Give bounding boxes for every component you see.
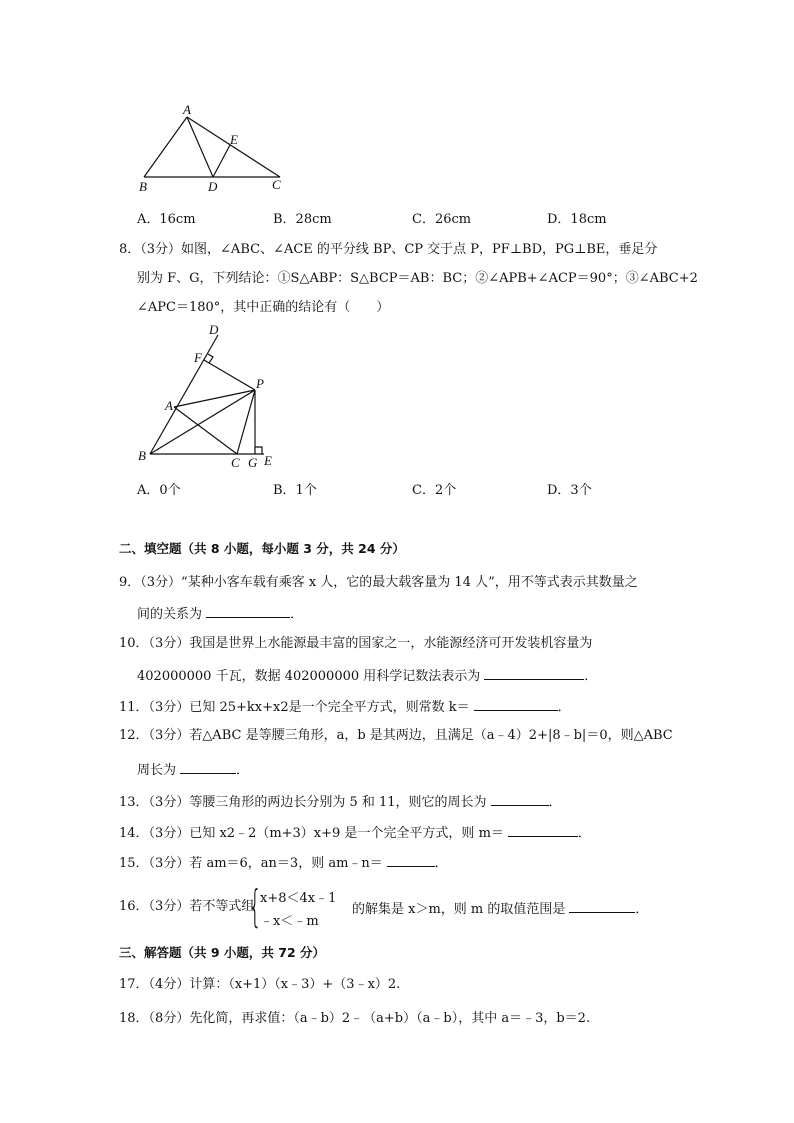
- q14-answer-blank[interactable]: [508, 823, 578, 837]
- q16-row1: x+8＜4x﹣1: [260, 891, 337, 906]
- q12-line2: 周长为: [137, 763, 177, 778]
- q7-option-b: B．28cm: [273, 212, 332, 227]
- q13-answer-blank[interactable]: [491, 792, 549, 806]
- q13-row: 13．（3分）等腰三角形的两边长分别为 5 和 11，则它的周长为 ．: [119, 792, 562, 811]
- segment-ab: [144, 117, 187, 177]
- q16-inequality-system: [248, 881, 358, 932]
- section2-title: 二、填空题（共 8 小题，每小题 3 分，共 24 分）: [119, 541, 405, 556]
- right-angle-g: [255, 447, 262, 454]
- q8-line1: 8．（3分）如图，∠ABC、∠ACE 的平分线 BP、CP 交于点 P，PF⊥BD，PG⊥BE，垂足分: [119, 242, 658, 257]
- q14-row: 14．（3分）已知 x2﹣2（m+3）x+9 是一个完全平方式，则 m＝ ．: [119, 823, 591, 842]
- q8-line3: ∠APC＝180°，其中正确的结论有（ ）: [137, 300, 390, 315]
- segment-ac: [174, 407, 237, 454]
- q13-text: 13．（3分）等腰三角形的两边长分别为 5 和 11，则它的周长为: [119, 795, 487, 810]
- section3-title: 三、解答题（共 9 小题，共 72 分）: [119, 945, 326, 960]
- q10-answer-blank[interactable]: [484, 666, 584, 680]
- label-a: A: [165, 398, 173, 413]
- q16-prefix: 16．（3分）若不等式组: [119, 899, 255, 914]
- q18-text: 18．（8分）先化简，再求值：（a﹣b）2﹣（a+b）（a﹣b），其中 a＝﹣3，b＝2.: [119, 1011, 591, 1026]
- label-e: E: [264, 453, 272, 468]
- segment-ac: [187, 117, 280, 177]
- label-c: C: [272, 177, 281, 192]
- q12-answer-blank[interactable]: [180, 760, 236, 774]
- q15-text: 15．（3分）若 am＝6，an＝3，则 am﹣n＝: [119, 856, 383, 871]
- q12-line1: 12．（3分）若△ABC 是等腰三角形，a，b 是其两边，且满足（a﹣4）2+|8﹣b|＝0，则△ABC: [119, 728, 673, 743]
- q12-line2-row: 周长为 ．: [137, 760, 249, 779]
- segment-de: [213, 145, 230, 177]
- q8-option-c: C．2个: [412, 483, 457, 498]
- q8-option-a: A．0个: [137, 483, 181, 498]
- ray-bd: [150, 335, 218, 454]
- q11-row: 11．（3分）已知 25+kx+x2是一个完全平方式，则常数 k＝ ．: [119, 697, 571, 716]
- q9-answer-blank[interactable]: [206, 604, 290, 618]
- q17-text: 17．（4分）计算：（x+1）（x﹣3）+（3﹣x）2.: [119, 977, 401, 992]
- segment-ap: [174, 390, 255, 407]
- q14-text: 14．（3分）已知 x2﹣2（m+3）x+9 是一个完全平方式，则 m＝: [119, 826, 504, 841]
- q15-answer-blank[interactable]: [387, 853, 435, 867]
- label-b: B: [138, 448, 146, 463]
- label-p: P: [256, 376, 264, 391]
- q16-row2: ﹣x＜﹣m: [260, 914, 319, 929]
- q8-option-d: D．3个: [547, 483, 592, 498]
- label-g: G: [248, 455, 258, 470]
- q11-text: 11．（3分）已知 25+kx+x2是一个完全平方式，则常数 k＝: [119, 700, 470, 715]
- label-c: C: [231, 455, 240, 470]
- figure-triangle-abc: [130, 100, 300, 195]
- q15-row: 15．（3分）若 am＝6，an＝3，则 am﹣n＝ ．: [119, 853, 448, 872]
- label-f: F: [194, 350, 202, 365]
- right-angle-f: [208, 354, 213, 363]
- q10-line2-row: 402000000 千瓦，数据 402000000 用科学记数法表示为 ．: [137, 666, 597, 685]
- q16-answer-blank[interactable]: [569, 899, 635, 913]
- label-e: E: [230, 132, 238, 147]
- q7-option-d: D．18cm: [547, 212, 607, 227]
- q8-line2: 别为 F、G，下列结论：①S△ABP：S△BCP＝AB：BC；②∠APB+∠ACP＝90°；③∠ABC+2: [137, 271, 698, 286]
- q9-line1: 9．（3分）“某种小客车载有乘客 x 人，它的最大载客量为 14 人”，用不等式表示其数量之: [119, 575, 638, 590]
- q8-option-b: B．1个: [273, 483, 317, 498]
- q7-option-c: C．26cm: [412, 212, 472, 227]
- label-b: B: [139, 179, 147, 194]
- q16-suffix: 的解集是 x＞m，则 m 的取值范围是: [352, 902, 566, 917]
- q11-answer-blank[interactable]: [474, 697, 558, 711]
- label-d: D: [208, 179, 218, 194]
- brace-icon: {: [248, 881, 262, 932]
- q16-suffix-row: 的解集是 x＞m，则 m 的取值范围是 ．: [352, 899, 648, 918]
- segment-pf: [204, 360, 255, 390]
- q10-line2: 402000000 千瓦，数据 402000000 用科学记数法表示为: [137, 669, 481, 684]
- figure-bisectors: [130, 322, 290, 472]
- q9-line2-row: 间的关系为 ．: [137, 604, 303, 623]
- q7-option-a: A．16cm: [137, 212, 196, 227]
- label-a: A: [183, 102, 191, 117]
- q9-line2: 间的关系为: [137, 607, 203, 622]
- label-d: D: [209, 322, 219, 337]
- q10-line1: 10．（3分）我国是世界上水能源最丰富的国家之一，水能源经济可开发装机容量为: [119, 636, 593, 651]
